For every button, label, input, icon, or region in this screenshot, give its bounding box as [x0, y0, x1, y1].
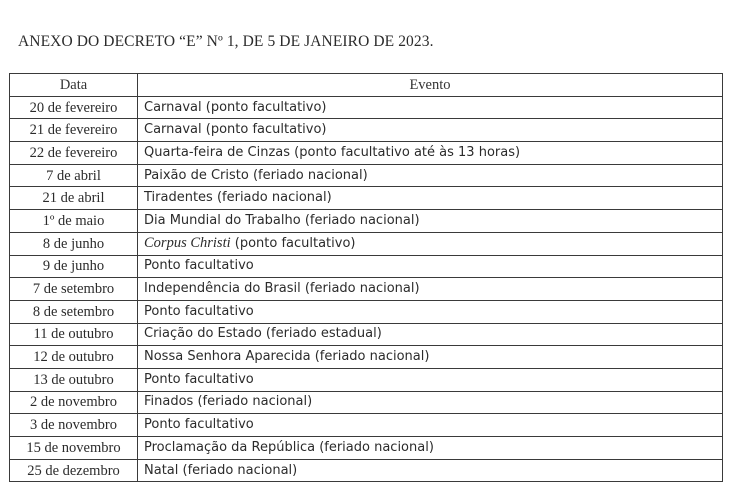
- event-cell: Quarta-feira de Cinzas (ponto facultativo até às 13 horas): [138, 142, 723, 165]
- event-cell: Ponto facultativo: [138, 255, 723, 278]
- table-row: [10, 210, 723, 233]
- holiday-table: [9, 73, 723, 482]
- table-row: [10, 391, 723, 414]
- date-cell: 7 de abril: [10, 164, 138, 187]
- event-cell: Paixão de Cristo (feriado nacional): [138, 164, 723, 187]
- event-cell: Ponto facultativo: [138, 414, 723, 437]
- date-cell: 9 de junho: [10, 255, 138, 278]
- event-cell: [138, 232, 723, 255]
- date-cell: 20 de fevereiro: [10, 96, 138, 119]
- table-row: [10, 414, 723, 437]
- event-cell: Natal (feriado nacional): [138, 459, 723, 482]
- table-header-row: [10, 74, 723, 97]
- event-cell: Finados (feriado nacional): [138, 391, 723, 414]
- table-row: [10, 437, 723, 460]
- column-header-date: Data: [10, 74, 138, 97]
- date-cell: 21 de fevereiro: [10, 119, 138, 142]
- table-row: [10, 187, 723, 210]
- table-row: [10, 459, 723, 482]
- date-cell: 7 de setembro: [10, 278, 138, 301]
- event-cell-rest: (ponto facultativo): [230, 236, 356, 252]
- table-row: [10, 142, 723, 165]
- date-cell: 25 de dezembro: [10, 459, 138, 482]
- date-cell: 21 de abril: [10, 187, 138, 210]
- event-cell: Ponto facultativo: [138, 300, 723, 323]
- event-cell: Carnaval (ponto facultativo): [138, 119, 723, 142]
- date-cell: 2 de novembro: [10, 391, 138, 414]
- table-row: [10, 255, 723, 278]
- date-cell: 8 de setembro: [10, 300, 138, 323]
- table-row: [10, 278, 723, 301]
- table-row: [10, 119, 723, 142]
- date-cell: 11 de outubro: [10, 323, 138, 346]
- table-row: [10, 300, 723, 323]
- event-cell: Dia Mundial do Trabalho (feriado nacional): [138, 210, 723, 233]
- event-cell: Criação do Estado (feriado estadual): [138, 323, 723, 346]
- document-heading: ANEXO DO DECRETO “E” Nº 1, DE 5 DE JANEIRO DE 2023.: [18, 33, 434, 50]
- table-row: [10, 323, 723, 346]
- date-cell: 1º de maio: [10, 210, 138, 233]
- date-cell: 3 de novembro: [10, 414, 138, 437]
- column-header-event: Evento: [138, 74, 723, 97]
- event-cell: Ponto facultativo: [138, 368, 723, 391]
- date-cell: 22 de fevereiro: [10, 142, 138, 165]
- table-row: [10, 232, 723, 255]
- table-row: [10, 96, 723, 119]
- event-cell: Tiradentes (feriado nacional): [138, 187, 723, 210]
- event-cell: Nossa Senhora Aparecida (feriado nacional): [138, 346, 723, 369]
- event-cell-italic-name: Corpus Christi: [144, 235, 231, 252]
- date-cell: 13 de outubro: [10, 368, 138, 391]
- date-cell: 15 de novembro: [10, 437, 138, 460]
- event-cell: Carnaval (ponto facultativo): [138, 96, 723, 119]
- date-cell: 12 de outubro: [10, 346, 138, 369]
- table-row: [10, 346, 723, 369]
- event-cell: Proclamação da República (feriado nacional): [138, 437, 723, 460]
- table-row: [10, 368, 723, 391]
- table-row: [10, 164, 723, 187]
- event-cell: Independência do Brasil (feriado nacional): [138, 278, 723, 301]
- date-cell: 8 de junho: [10, 232, 138, 255]
